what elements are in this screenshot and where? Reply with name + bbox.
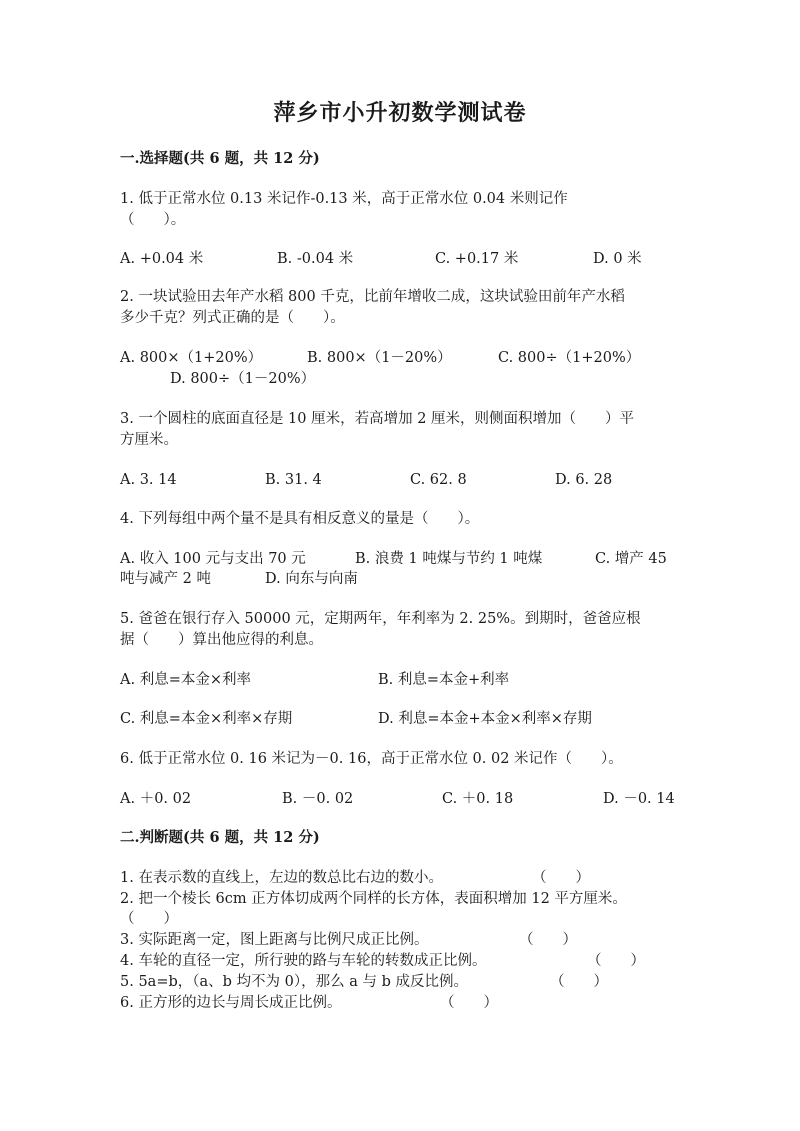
question-1-option-b: B. -0.04 米 bbox=[277, 251, 354, 267]
question-1-stem-line1: 1. 低于正常水位 0.13 米记作-0.13 米，高于正常水位 0.04 米则记作 bbox=[120, 191, 568, 207]
judgement-6-blank: （ ） bbox=[440, 995, 498, 1011]
judgement-1-blank: （ ） bbox=[532, 870, 590, 886]
question-2-option-d: D. 800÷（1－20%） bbox=[170, 371, 316, 387]
question-5-option-d: D. 利息=本金+本金×利率×存期 bbox=[378, 711, 592, 727]
question-5-option-a: A. 利息=本金×利率 bbox=[120, 672, 251, 688]
question-2-option-a: A. 800×（1+20%） bbox=[120, 350, 263, 366]
question-6-option-a: A. ＋0. 02 bbox=[120, 791, 192, 807]
question-3-stem-line2: 方厘米。 bbox=[120, 432, 178, 448]
judgement-2-blank: （ ） bbox=[120, 911, 178, 927]
judgement-4-blank: （ ） bbox=[587, 953, 645, 969]
question-6-option-b: B. －0. 02 bbox=[282, 791, 354, 807]
question-5-stem-line2: 据（ ）算出他应得的利息。 bbox=[120, 632, 323, 648]
question-4-option-b: B. 浪费 1 吨煤与节约 1 吨煤 bbox=[355, 551, 543, 567]
question-2-option-c: C. 800÷（1+20%） bbox=[498, 350, 641, 366]
question-1-option-a: A. +0.04 米 bbox=[120, 251, 204, 267]
judgement-6-text: 6. 正方形的边长与周长成正比例。 bbox=[120, 995, 342, 1011]
question-3-option-c: C. 62. 8 bbox=[410, 472, 467, 488]
section-heading-choice: 一.选择题(共 6 题，共 12 分) bbox=[120, 150, 320, 167]
question-5-option-b: B. 利息=本金+利率 bbox=[378, 672, 510, 688]
question-6-stem-line1: 6. 低于正常水位 0. 16 米记为－0. 16，高于正常水位 0. 02 米记作（ ）。 bbox=[120, 751, 623, 767]
judgement-3-text: 3. 实际距离一定，图上距离与比例尺成正比例。 bbox=[120, 932, 429, 948]
question-4-option-c: C. 增产 45 bbox=[595, 551, 667, 567]
judgement-5-text: 5. 5a=b，（a、b 均不为 0），那么 a 与 b 成反比例。 bbox=[120, 974, 468, 990]
question-3-stem-line1: 3. 一个圆柱的底面直径是 10 厘米，若高增加 2 厘米，则侧面积增加（ ）平 bbox=[120, 411, 635, 427]
question-1-option-d: D. 0 米 bbox=[593, 251, 642, 267]
judgement-1-text: 1. 在表示数的直线上，左边的数总比右边的数小。 bbox=[120, 870, 443, 886]
question-5-option-c: C. 利息=本金×利率×存期 bbox=[120, 711, 293, 727]
judgement-3-blank: （ ） bbox=[519, 932, 577, 948]
question-1-stem-line2: （ ）。 bbox=[120, 212, 186, 228]
question-4-option-a: A. 收入 100 元与支出 70 元 bbox=[120, 551, 306, 567]
judgement-2-text: 2. 把一个棱长 6cm 正方体切成两个同样的长方体，表面积增加 12 平方厘米。 bbox=[120, 891, 627, 907]
question-2-stem-line2: 多少千克？列式正确的是（ ）。 bbox=[120, 310, 345, 326]
question-4-option-c-cont: 吨与减产 2 吨 bbox=[120, 571, 211, 587]
section-heading-judgement: 二.判断题(共 6 题，共 12 分) bbox=[120, 829, 320, 846]
question-5-stem-line1: 5. 爸爸在银行存入 50000 元，定期两年，年利率为 2. 25%。到期时，爸爸应根 bbox=[120, 611, 641, 627]
question-3-option-d: D. 6. 28 bbox=[555, 472, 613, 488]
question-4-stem-line1: 4. 下列每组中两个量不是具有相反意义的量是（ ）。 bbox=[120, 511, 480, 527]
question-2-stem-line1: 2. 一块试验田去年产水稻 800 千克，比前年增收二成，这块试验田前年产水稻 bbox=[120, 289, 625, 305]
judgement-5-blank: （ ） bbox=[550, 974, 608, 990]
question-3-option-b: B. 31. 4 bbox=[265, 472, 322, 488]
page-title: 萍乡市小升初数学测试卷 bbox=[273, 100, 527, 126]
question-2-option-b: B. 800×（1－20%） bbox=[307, 350, 452, 366]
judgement-4-text: 4. 车轮的直径一定，所行驶的路与车轮的转数成正比例。 bbox=[120, 953, 487, 969]
question-1-option-c: C. +0.17 米 bbox=[435, 251, 519, 267]
question-4-option-d: D. 向东与向南 bbox=[265, 571, 358, 587]
question-6-option-c: C. ＋0. 18 bbox=[442, 791, 514, 807]
question-6-option-d: D. －0. 14 bbox=[603, 791, 675, 807]
question-3-option-a: A. 3. 14 bbox=[120, 472, 177, 488]
